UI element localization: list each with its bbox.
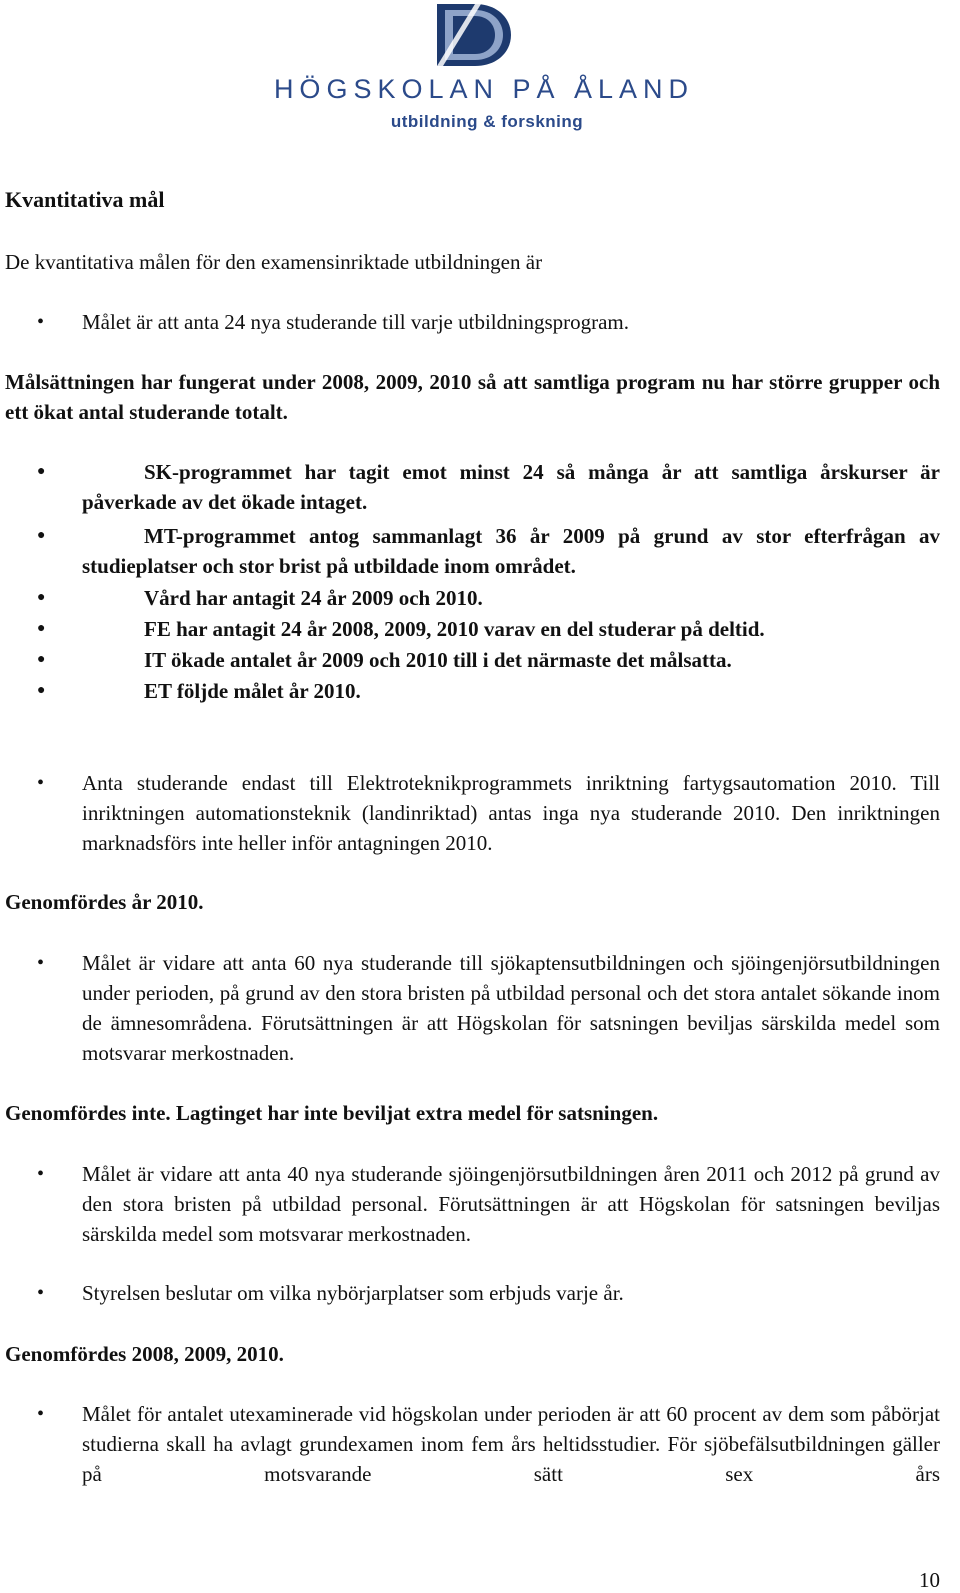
institution-tagline: utbildning & forskning xyxy=(390,112,584,131)
bullet-icon: ● xyxy=(37,590,46,605)
bullet-icon: • xyxy=(37,1282,45,1304)
program-item: Vård har antagit 24 år 2009 och 2010. xyxy=(144,586,483,610)
program-item: IT ökade antalet år 2009 och 2010 till i det närmaste det målsatta. xyxy=(144,648,732,672)
result-5: Genomfördes 2008, 2009, 2010. xyxy=(5,1342,284,1366)
result-2: Genomfördes år 2010. xyxy=(5,890,204,914)
program-item: ET följde målet år 2010. xyxy=(144,679,361,703)
intro-text: De kvantitativa målen för den examensinriktade utbildningen är xyxy=(5,250,543,274)
program-item: FE har antagit 24 år 2008, 2009, 2010 varav en del studerar på deltid. xyxy=(144,617,765,641)
goal-1: Målet är att anta 24 nya studerande till varje utbildningsprogram. xyxy=(82,310,630,334)
bullet-icon: • xyxy=(37,1403,45,1425)
bullet-icon: ● xyxy=(37,464,46,479)
bullet-icon: • xyxy=(37,1163,45,1185)
goal-2: Anta studerande endast till Elektroteknikprogrammets inriktning fartygsautomation 2010. Till inriktningen automationsteknik (landinriktad) antas inga nya studerande 2010. Den inriktningen marknadsförs inte heller inför antagningen 2010. xyxy=(82,771,940,855)
section-title: Kvantitativa mål xyxy=(5,187,165,212)
goal-3: Målet är vidare att anta 60 nya studerande till sjökaptensutbildningen och sjöingenjörsutbildningen under perioden, på grund av den stora bristen på utbildad personal och det stora antalet sökande inom de ämnesområdena. Förutsättningen är att Högskolan för satsningen beviljas särskilda medel som motsvarar merkostnaden. xyxy=(82,951,940,1065)
institution-name: HÖGSKOLAN PÅ ÅLAND xyxy=(273,74,695,104)
program-item: SK-programmet har tagit emot minst 24 så många år att samtliga årskurser är påverkade av det ökade intaget. xyxy=(82,460,940,514)
bullet-icon: • xyxy=(37,311,45,333)
page-number: 10 xyxy=(919,1568,940,1592)
bullet-icon: • xyxy=(37,772,45,794)
program-item: MT-programmet antog sammanlagt 36 år 2009 på grund av stor efterfrågan av studieplatser och stor brist på utbildade inom området. xyxy=(82,524,940,578)
bullet-icon: ● xyxy=(37,652,46,667)
goal-4: Målet är vidare att anta 40 nya studerande sjöingenjörsutbildningen åren 2011 och 2012 på grund av den stora bristen på utbildad personal. Förutsättningen är att Högskolan för satsningen beviljas särskilda medel som motsvarar merkostnaden. xyxy=(82,1162,940,1246)
institution-emblem-icon xyxy=(435,2,515,68)
goal-6: Målet för antalet utexaminerade vid högskolan under perioden är att 60 procent av dem som påbörjat studierna skall ha avlagt grundexamen inom fem års heltidsstudier. För sjöbefälsutbildningen gäller på motsvarande sätt sex års xyxy=(82,1402,940,1486)
bullet-icon: ● xyxy=(37,621,46,636)
header-logo xyxy=(0,0,960,140)
result-3: Genomfördes inte. Lagtinget har inte beviljat extra medel för satsningen. xyxy=(5,1101,659,1125)
result-1: Målsättningen har fungerat under 2008, 2009, 2010 så att samtliga program nu har större grupper och ett ökat antal studerande totalt. xyxy=(5,370,940,424)
bullet-icon: ● xyxy=(37,683,46,698)
goal-5: Styrelsen beslutar om vilka nybörjarplatser som erbjuds varje år. xyxy=(82,1281,624,1305)
bullet-icon: • xyxy=(37,952,45,974)
bullet-icon: ● xyxy=(37,528,46,543)
